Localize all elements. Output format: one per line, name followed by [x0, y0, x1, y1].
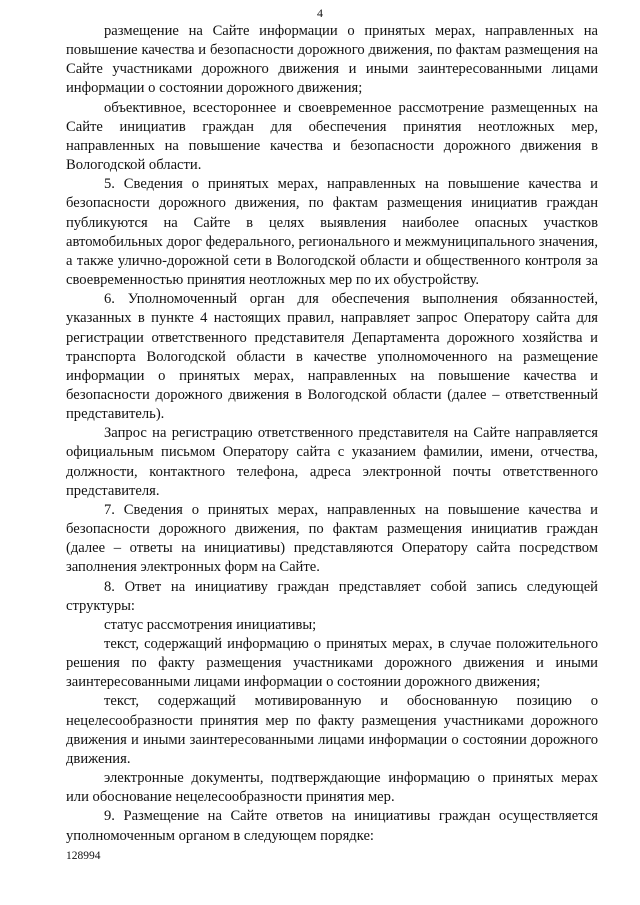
paragraph: 8. Ответ на инициативу граждан представляет собой запись следующей структуры: — [66, 578, 598, 614]
paragraph: Запрос на регистрацию ответственного представителя на Сайте направляется официальным письмом Оператору сайта с указанием фамилии, имени, отчества, должности, контактного телефона, адреса электронной почты ответственного представителя. — [66, 425, 598, 499]
paragraph: 6. Уполномоченный орган для обеспечения выполнения обязанностей, указанных в пункте 4 настоящих правил, направляет запрос Оператору сайта для регистрации ответственного представителя Департамента дорожного хозяйства и транспорта Вологодской области в качестве уполномоченного на размещение информации о принятых мерах, направленных на повышение качества и безопасности дорожного движения в Вологодской области (далее – ответственный представитель). — [66, 291, 598, 423]
paragraph: текст, содержащий информацию о принятых мерах, в случае положительного решения по факту размещения участниками дорожного движения и иными заинтересованными лицами информации о состоянии дорожного движения; — [66, 636, 598, 691]
document-code: 128994 — [66, 850, 101, 862]
page-number: 4 — [317, 6, 323, 20]
paragraph: статус рассмотрения инициативы; — [104, 616, 317, 633]
document-body — [66, 22, 598, 846]
paragraph: 7. Сведения о принятых мерах, направленных на повышение качества и безопасности дорожного движения, по фактам размещения инициатив граждан (далее – ответы на инициативы) представляются Оператору сайта посредством заполнения электронных форм на Сайте. — [66, 501, 598, 576]
paragraph: текст, содержащий мотивированную и обоснованную позицию о нецелесообразности принятия мер по факту размещения участниками дорожного движения и иными заинтересованными лицами информации о состоянии дорожного движения. — [66, 693, 598, 767]
paragraph: электронные документы, подтверждающие информацию о принятых мерах или обоснование нецелесообразности принятия мер. — [66, 770, 598, 806]
paragraph: 5. Сведения о принятых мерах, направленных на повышение качества и безопасности дорожного движения, по фактам размещения инициатив граждан публикуются на Сайте в целях выявления наиболее опасных участков автомобильных дорог федерального, регионального и межмуниципального значения, а также улично-дорожной сети в Вологодской области и общественного контроля за своевременностью принятия неотложных мер по их обустройству. — [66, 176, 598, 289]
paragraph: 9. Размещение на Сайте ответов на инициативы граждан осуществляется уполномоченным органом в следующем порядке: — [66, 808, 598, 844]
paragraph: объективное, всестороннее и своевременное рассмотрение размещенных на Сайте инициатив граждан для обеспечения принятия неотложных мер, направленных на повышение качества и безопасности дорожного движения в Вологодской области. — [66, 99, 598, 174]
paragraph: размещение на Сайте информации о принятых мерах, направленных на повышение качества и безопасности дорожного движения, по фактам размещения на Сайте участниками дорожного движения и иными заинтересованными лицами информации о состоянии дорожного движения; — [66, 23, 598, 97]
